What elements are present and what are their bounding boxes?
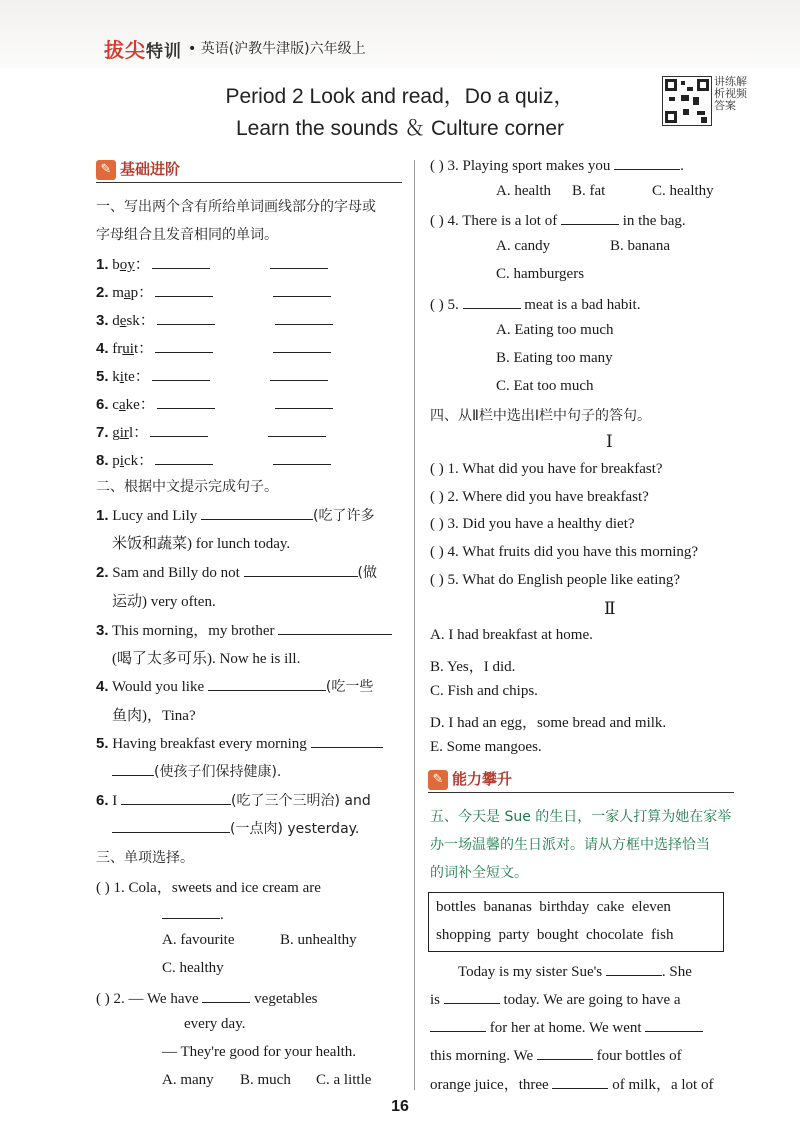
q3-option-2a: A. many	[162, 1072, 214, 1088]
q2-sentence-1-cont: 米饭和蔬菜) for lunch today.	[112, 536, 291, 552]
q2-sentence-1: 1. Lucy and Lily (吃了许多	[96, 507, 375, 524]
q5-passage-line-2: is today. We are going to have a	[430, 989, 681, 1009]
answer-blank[interactable]	[273, 450, 331, 465]
section-underline	[428, 792, 734, 793]
answer-blank[interactable]	[275, 394, 333, 409]
q5-passage-line-4: this morning. We four bottles of	[430, 1045, 682, 1065]
section-underline	[96, 182, 402, 183]
q5-instruction-3: 的词补全短文。	[430, 865, 528, 881]
answer-blank[interactable]	[537, 1045, 593, 1060]
answer-blank[interactable]	[645, 1017, 703, 1032]
q2-sentence-4-cont: 鱼肉)，Tina?	[112, 708, 196, 724]
q1-item: 5. kite：	[96, 365, 328, 386]
q3-option-4c: C. hamburgers	[496, 266, 585, 282]
q4-answer-a: A. I had breakfast at home.	[430, 627, 593, 643]
q3-item-2: ( ) 2. — We have vegetables	[96, 988, 317, 1008]
answer-blank[interactable]	[201, 505, 313, 520]
answer-blank[interactable]	[552, 1074, 608, 1089]
q4-answer-c: C. Fish and chips.	[430, 683, 538, 699]
q3-option-4b: B. banana	[610, 238, 670, 254]
q3-item-1: ( ) 1. Cola，sweets and ice cream are	[96, 880, 321, 896]
answer-blank[interactable]	[275, 310, 333, 325]
answer-blank[interactable]	[152, 366, 210, 381]
series-title: • 英语(沪教牛津版)六年级上	[188, 41, 366, 57]
answer-blank[interactable]	[311, 733, 383, 748]
qr-caption: 讲练解析视频答案	[714, 75, 747, 112]
q1-item: 6. cake：	[96, 393, 333, 414]
q4-answer-e: E. Some mangoes.	[430, 739, 542, 755]
q4-item-2: ( ) 2. Where did you have breakfast?	[430, 489, 649, 505]
answer-blank[interactable]	[273, 282, 331, 297]
q5-instruction-2: 办一场温馨的生日派对。请从方框中选择恰当	[430, 837, 710, 853]
q3-option-3a: A. health	[496, 183, 551, 199]
q1-instruction-2: 字母组合且发音相同的单词。	[96, 227, 278, 243]
q2-sentence-5-cont: (使孩子们保持健康).	[112, 761, 281, 781]
pencil-icon: ✎	[96, 160, 116, 180]
q1-item: 2. map：	[96, 281, 331, 302]
answer-blank[interactable]	[155, 450, 213, 465]
answer-blank[interactable]	[273, 338, 331, 353]
q3-option-5c: C. Eat too much	[496, 378, 594, 394]
q2-sentence-2-cont: 运动) very often.	[112, 594, 216, 610]
answer-blank[interactable]	[561, 210, 619, 225]
q2-sentence-3: 3. This morning，my brother	[96, 619, 392, 640]
answer-blank[interactable]	[244, 562, 358, 577]
q1-item: 3. desk：	[96, 309, 333, 330]
q1-item: 8. pick：	[96, 449, 331, 470]
q3-item-2-reply: — They're good for your health.	[162, 1044, 357, 1060]
word-bank-row-2: shopping party bought chocolate fish	[436, 927, 674, 943]
q2-sentence-6-cont: (一点肉) yesterday.	[112, 818, 359, 838]
answer-blank[interactable]	[162, 904, 220, 919]
q4-answer-b: B. Yes，I did.	[430, 659, 516, 675]
answer-blank[interactable]	[270, 366, 328, 381]
answer-blank[interactable]	[157, 394, 215, 409]
pencil-icon: ✎	[428, 770, 448, 790]
q4-item-4: ( ) 4. What fruits did you have this morning?	[430, 544, 699, 560]
answer-blank[interactable]	[208, 676, 326, 691]
q3-item-4: ( ) 4. There is a lot of in the bag.	[430, 210, 686, 230]
q5-instruction: 五、今天是 Sue 的生日，一家人打算为她在家举	[430, 809, 732, 825]
answer-blank[interactable]	[202, 988, 250, 1003]
q5-passage-line-1: Today is my sister Sue's . She	[458, 961, 692, 981]
q1-instruction: 一、写出两个含有所给单词画线部分的字母或	[96, 199, 376, 215]
q3-option-2c: C. a little	[316, 1072, 372, 1088]
q3-option-3c: C. healthy	[652, 183, 714, 199]
column-divider	[414, 160, 415, 1090]
answer-blank[interactable]	[270, 254, 328, 269]
answer-blank[interactable]	[430, 1017, 486, 1032]
brand-logo: 拔尖特训	[104, 38, 182, 62]
q3-instruction: 三、单项选择。	[96, 850, 194, 866]
answer-blank[interactable]	[112, 818, 230, 833]
answer-blank[interactable]	[268, 422, 326, 437]
q3-item-2-cont: every day.	[184, 1016, 246, 1032]
q3-option-1a: A. favourite	[162, 932, 235, 948]
q4-column-2-label: Ⅱ	[604, 599, 616, 618]
q3-item-5: ( ) 5. meat is a bad habit.	[430, 294, 640, 314]
answer-blank[interactable]	[155, 338, 213, 353]
q1-item: 4. fruit：	[96, 337, 331, 358]
section-advanced-header: ✎ 能力攀升	[428, 768, 512, 794]
page-title-line1: Period 2 Look and read，Do a quiz，	[225, 85, 575, 108]
q4-column-1-label: Ⅰ	[606, 432, 613, 451]
word-bank-row-1: bottles bananas birthday cake eleven	[436, 899, 671, 915]
answer-blank[interactable]	[150, 422, 208, 437]
q2-sentence-4: 4. Would you like (吃一些	[96, 678, 374, 695]
q3-option-5a: A. Eating too much	[496, 322, 614, 338]
q3-option-2b: B. much	[240, 1072, 291, 1088]
answer-blank[interactable]	[278, 620, 392, 635]
q3-option-3b: B. fat	[572, 183, 606, 199]
q3-option-1b: B. unhealthy	[280, 932, 357, 948]
answer-blank[interactable]	[614, 155, 680, 170]
q1-item: 7. girl：	[96, 421, 326, 442]
page-number: 16	[391, 1098, 409, 1115]
answer-blank[interactable]	[444, 989, 500, 1004]
q1-item: 1. boy：	[96, 253, 328, 274]
q4-instruction: 四、从Ⅱ栏中选出Ⅰ栏中句子的答句。	[430, 408, 652, 424]
q4-item-5: ( ) 5. What do English people like eating?	[430, 572, 681, 588]
answer-blank[interactable]	[121, 790, 231, 805]
answer-blank[interactable]	[152, 254, 210, 269]
answer-blank[interactable]	[155, 282, 213, 297]
q3-item-3: ( ) 3. Playing sport makes you .	[430, 155, 684, 175]
q3-option-5b: B. Eating too many	[496, 350, 613, 366]
q4-item-1: ( ) 1. What did you have for breakfast?	[430, 461, 663, 477]
q4-item-3: ( ) 3. Did you have a healthy diet?	[430, 516, 635, 532]
answer-blank[interactable]	[463, 294, 521, 309]
q5-passage-line-3: for her at home. We went	[430, 1017, 703, 1037]
answer-blank[interactable]	[112, 761, 154, 776]
answer-blank[interactable]	[606, 961, 662, 976]
q4-answer-d: D. I had an egg，some bread and milk.	[430, 715, 667, 731]
section-basic-header: ✎ 基础进阶	[96, 158, 180, 184]
q2-sentence-3-cont: (喝了太多可乐). Now he is ill.	[112, 651, 301, 667]
answer-blank[interactable]	[157, 310, 215, 325]
q3-item-1-blank: .	[162, 904, 224, 924]
q2-sentence-6: 6. I (吃了三个三明治) and	[96, 792, 371, 809]
q2-instruction: 二、根据中文提示完成句子。	[96, 479, 278, 495]
q3-option-1c: C. healthy	[162, 960, 224, 976]
page-title-line2: Learn the sounds ＆ Culture corner	[235, 117, 564, 140]
q2-sentence-5: 5. Having breakfast every morning	[96, 733, 383, 753]
q3-option-4a: A. candy	[496, 238, 551, 254]
q5-passage-line-5: orange juice，three of milk，a lot of	[430, 1073, 713, 1094]
q2-sentence-2: 2. Sam and Billy do not (做	[96, 564, 377, 581]
